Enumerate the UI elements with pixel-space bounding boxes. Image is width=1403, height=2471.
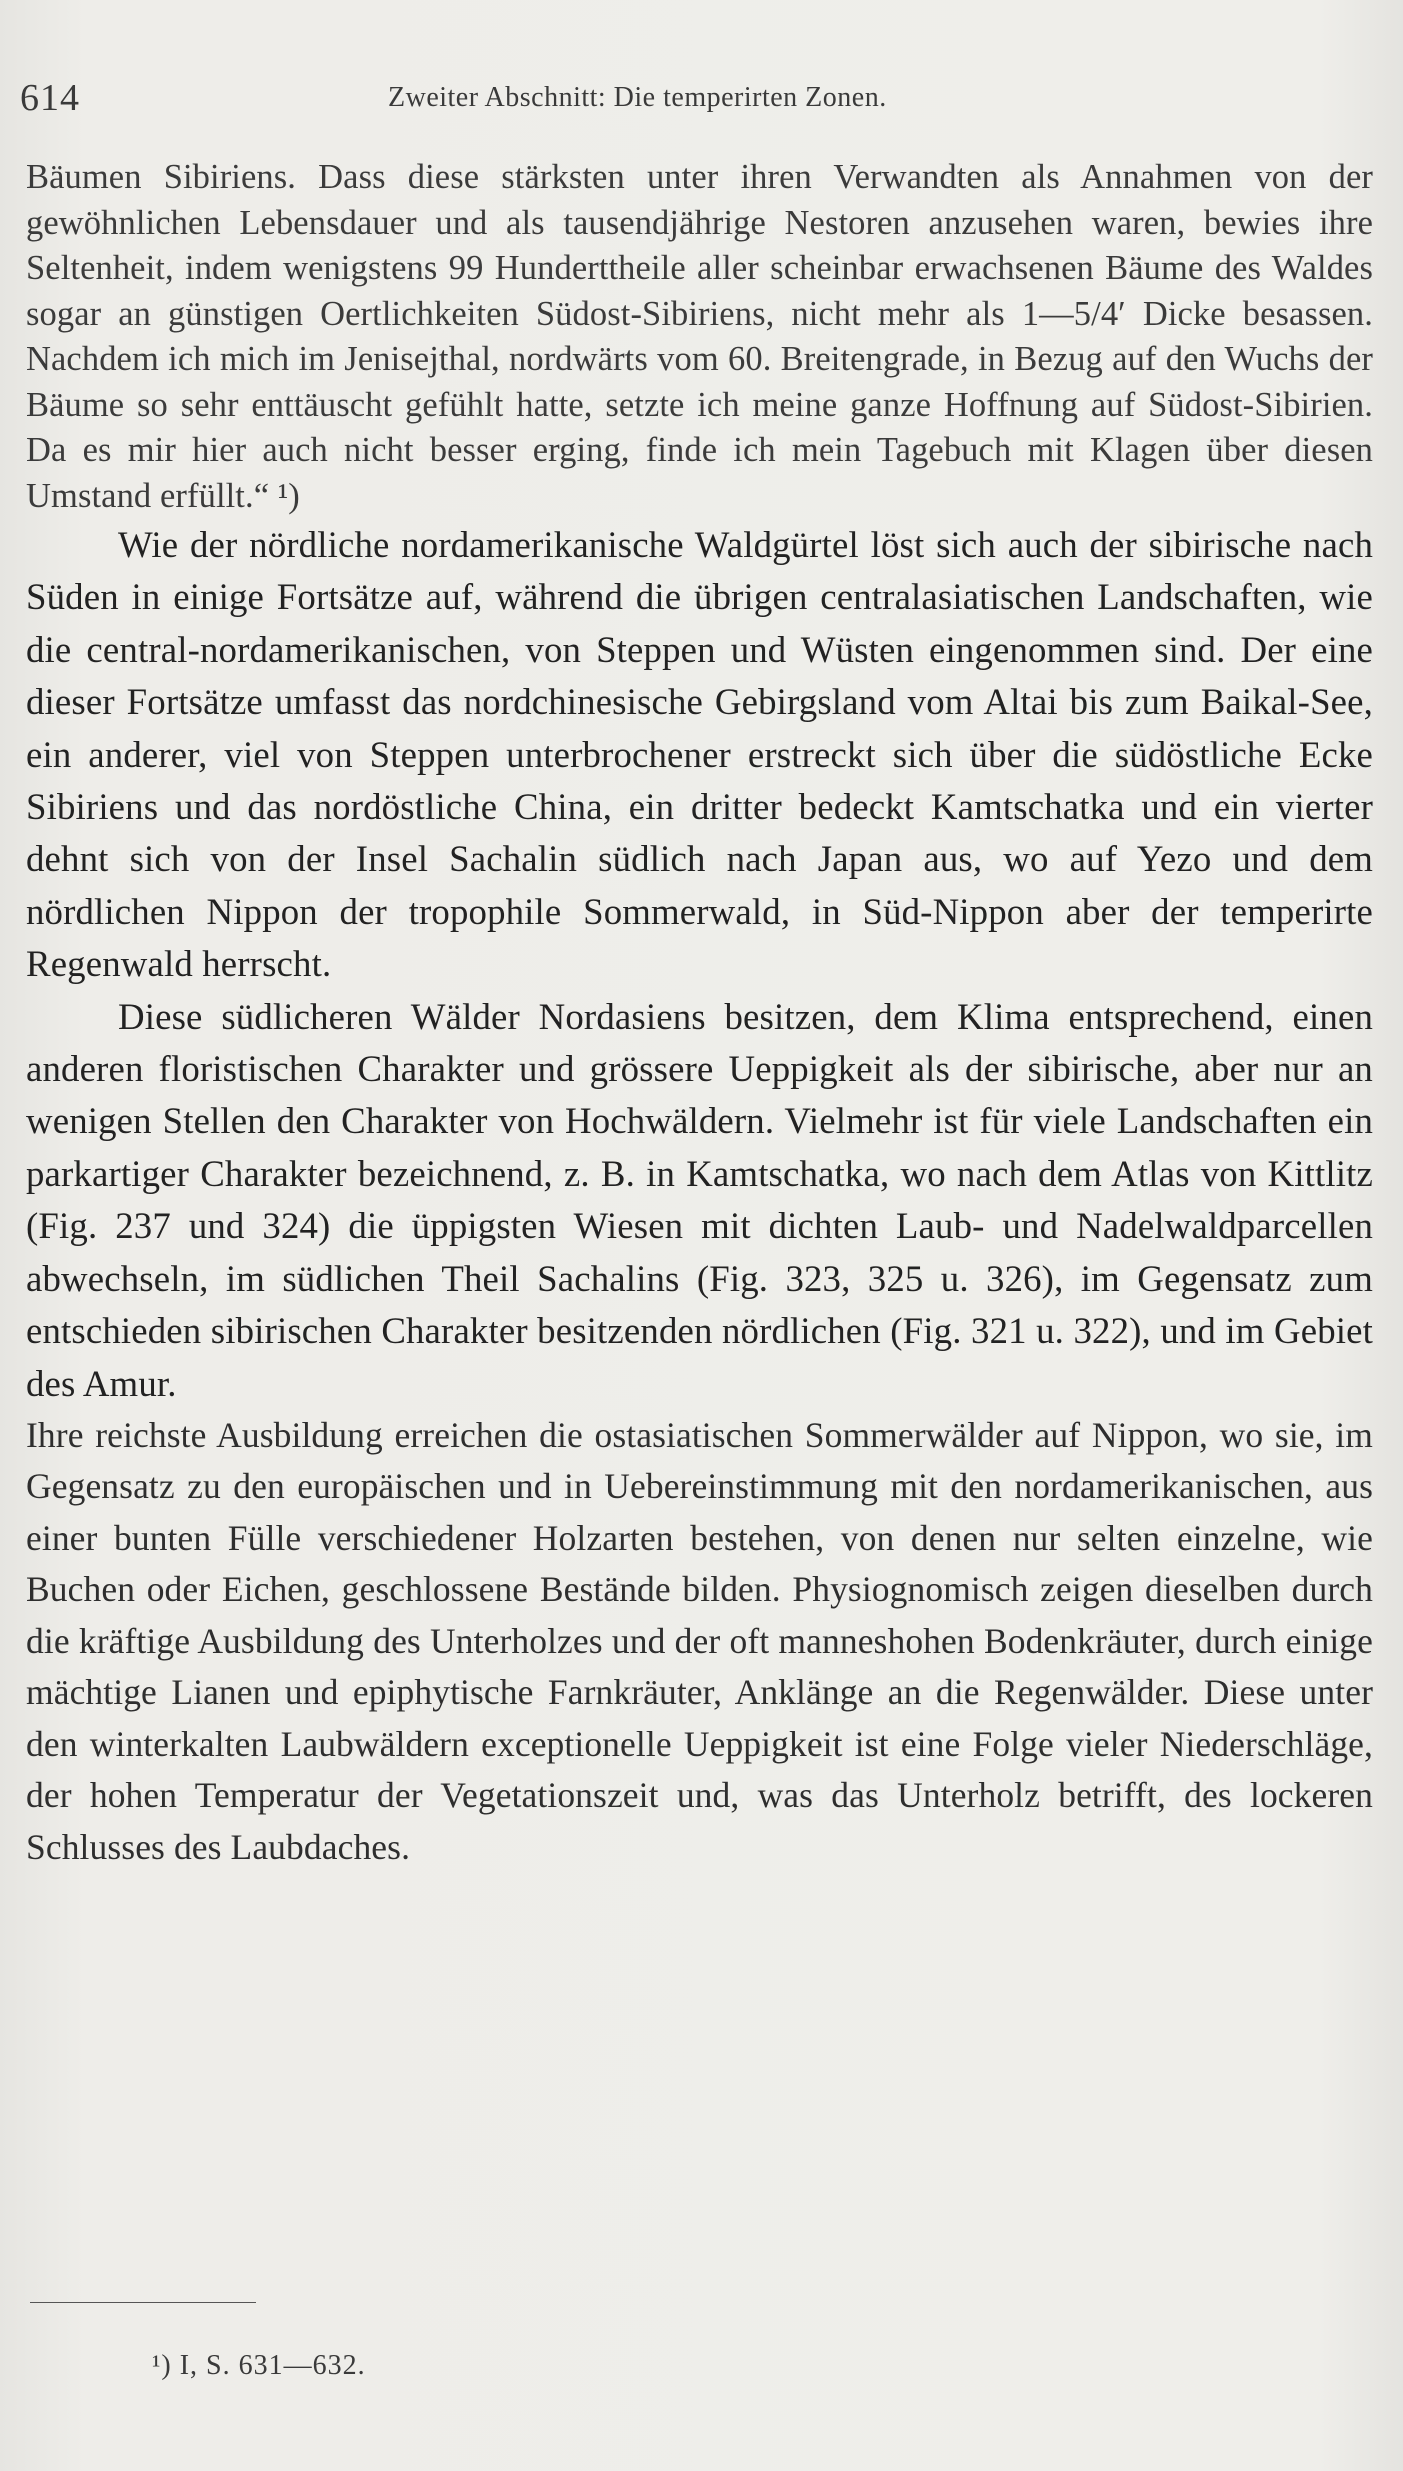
body-text bbox=[26, 155, 1373, 1873]
running-head: Zweiter Abschnitt: Die temperirten Zonen. bbox=[388, 82, 887, 113]
paragraph-quote-continuation: Bäumen Sibiriens. Dass diese stärksten unter ihren Verwandten als Annahmen von der gewöhnlichen Lebensdauer und als tausendjährige Nestoren anzusehen waren, bewies ihre Seltenheit, indem wenigstens 99 Hunderttheile aller scheinbar erwachsenen Bäume des Waldes sogar an günstigen Oertlichkeiten Südost-Sibiriens, nicht mehr als 1—5/4′ Dicke besassen. Nachdem ich mich im Jenisejthal, nordwärts vom 60. Breitengrade, in Bezug auf den Wuchs der Bäume so sehr enttäuscht gefühlt hatte, setzte ich meine ganze Hoffnung auf Südost-Sibirien. Da es mir hier auch nicht besser erging, finde ich mein Tagebuch mit Klagen über diesen Umstand erfüllt.“ ¹) bbox=[26, 158, 1373, 515]
page-number: 614 bbox=[20, 77, 80, 119]
paragraph-nippon-forests: Ihre reichste Ausbildung erreichen die ostasiatischen Sommerwälder auf Nippon, wo sie, im Gegensatz zu den europäischen und in Uebereinstimmung mit den nordamerikanischen, aus einer bunten Fülle verschiedener Holzarten bestehen, von denen nur selten einzelne, wie Buchen oder Eichen, geschlossene Bestände bilden. Physiognomisch zeigen dieselben durch die kräftige Ausbildung des Unterholzes und der oft manneshohen Bodenkräuter, durch einige mächtige Lianen und epiphytische Farnkräuter, Anklänge an die Regenwälder. Diese unter den winterkalten Laubwäldern exceptionelle Ueppigkeit ist eine Folge vieler Niederschläge, der hohen Temperatur der Vegetationszeit und, was das Unterholz betrifft, des lockeren Schlusses des Laubdaches. bbox=[26, 1414, 1373, 1867]
footnote-divider bbox=[30, 2302, 256, 2303]
paragraph-southern-forests: Diese südlicheren Wälder Nordasiens besitzen, dem Klima entsprechend, einen anderen floristischen Charakter und grössere Ueppigkeit als der sibirische, aber nur an wenigen Stellen den Charakter von Hochwäldern. Vielmehr ist für viele Landschaften ein parkartiger Charakter bezeichnend, z. B. in Kamtschatka, wo nach dem Atlas von Kittlitz (Fig. 237 und 324) die üppigsten Wiesen mit dichten Laub- und Nadelwaldparcellen abwechseln, im südlichen Theil Sachalins (Fig. 323, 325 u. 326), im Gegensatz zum entschieden sibirischen Charakter besitzenden nördlichen (Fig. 321 u. 322), und im Gebiet des Amur. bbox=[26, 995, 1373, 1404]
footnote: ¹) I, S. 631—632. bbox=[152, 2350, 366, 2381]
page-header bbox=[20, 76, 1373, 126]
paragraph-forest-belt: Wie der nördliche nordamerikanische Waldgürtel löst sich auch der sibirische nach Süden in einige Fortsätze auf, während die übrigen centralasiatischen Landschaften, wie die central-nordamerikanischen, von Steppen und Wüsten eingenommen sind. Der eine dieser Fortsätze umfasst das nordchinesische Gebirgsland vom Altai bis zum Baikal-See, ein anderer, viel von Steppen unterbrochener erstreckt sich über die südöstliche Ecke Sibiriens und das nordöstliche China, ein dritter bedeckt Kamtschatka und ein vierter dehnt sich von der Insel Sachalin südlich nach Japan aus, wo auf Yezo und dem nördlichen Nippon der tropophile Sommerwald, in Süd-Nippon aber der temperirte Regenwald herrscht. bbox=[26, 524, 1373, 985]
